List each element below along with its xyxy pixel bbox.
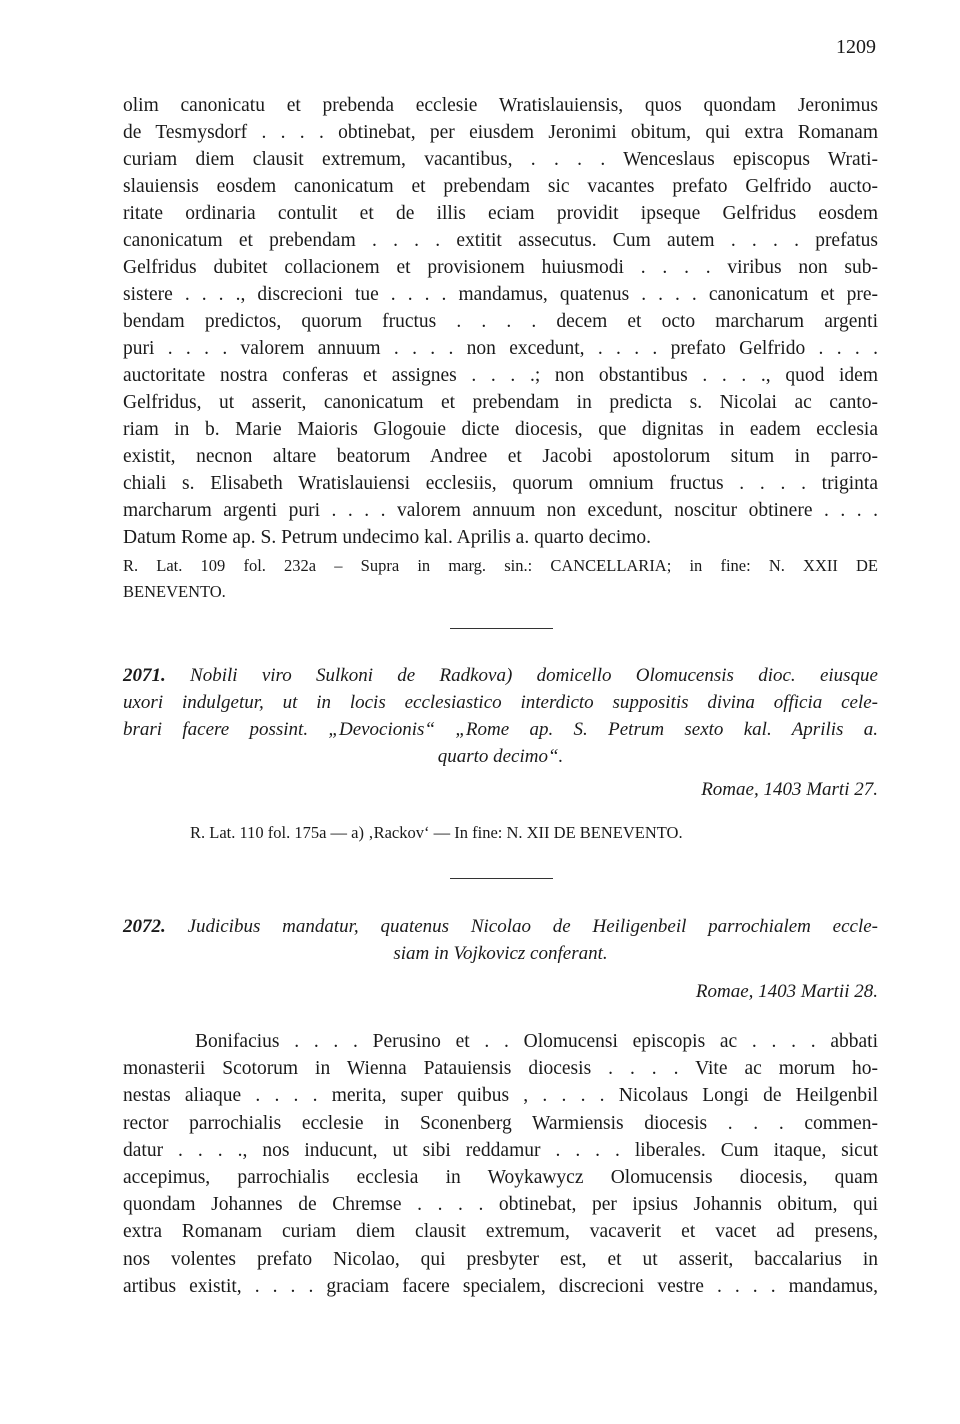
entry-2072-body <box>123 1028 878 1300</box>
text-line: bendam predictos, quorum fructus . . . . decem et octo marcharum argenti <box>123 311 878 332</box>
entry-2071-summary <box>123 662 878 770</box>
text-line: Bonifacius . . . . Perusino et . . Olomucensi episcopis ac . . . . abbati <box>195 1031 878 1052</box>
entry-number: 2072. <box>123 916 166 937</box>
text-line: Gelfridus dubitet collacionem et provisionem huiusmodi . . . . viribus non sub- <box>123 257 878 278</box>
text-line: Datum Rome ap. S. Petrum undecimo kal. Aprilis a. quarto decimo. <box>123 527 652 548</box>
text-line: slauiensis eosdem canonicatum et prebendam sic vacantes prefato Gelfrido aucto- <box>123 176 878 197</box>
text-line: siam in Vojkovicz conferant. <box>393 943 608 964</box>
text-line: olim canonicatu et prebenda ecclesie Wratislauiensis, quos quondam Jeronimus <box>123 95 878 116</box>
page-number: 1209 <box>836 36 876 58</box>
text-line: accepimus, parrochialis ecclesia in Woykawycz Olomucensis diocesis, quam <box>123 1167 878 1189</box>
text-line: uxori indulgetur, ut in locis ecclesiastico interdicto suppositis divina officia cele- <box>123 692 878 713</box>
section-divider <box>450 628 553 629</box>
text-line: quondam Johannes de Chremse . . . . obtinebat, per ipsius Johannis obitum, qui <box>123 1194 878 1216</box>
text-line: monasterii Scotorum in Wienna Patauiensis diocesis . . . . Vite ac morum ho- <box>123 1058 878 1080</box>
text-line: datur . . . ., nos inducunt, ut sibi reddamur . . . . liberales. Cum itaque, sicut <box>123 1139 878 1161</box>
text-line: nestas aliaque . . . . merita, super quibus , . . . . Nicolaus Longi de Heilgenbil <box>123 1085 878 1107</box>
text-line: rector parrochialis ecclesie in Sconenberg Warmiensis diocesis . . . commen- <box>123 1112 878 1134</box>
text-line: 2071. Nobili viro Sulkoni de Radkova) domicello Olomucensis dioc. eiusque <box>123 665 878 686</box>
text-line: quarto decimo“. <box>437 746 564 767</box>
text-line: riam in b. Marie Maioris Glogouie dicte diocesis, que dignitas in eadem ecclesia <box>123 419 878 440</box>
text-line: artibus existit, . . . . graciam facere specialem, discrecioni vestre . . . . mandamus, <box>123 1275 878 1297</box>
text-line: R. Lat. 109 fol. 232a – Supra in marg. sin.: CANCELLARIA; in fine: N. XXII DE <box>123 556 878 575</box>
text-line: 2072. Judicibus mandatur, quatenus Nicolao de Heiligenbeil parrochialem eccle- <box>123 916 878 937</box>
text-line: puri . . . . valorem annuum . . . . non excedunt, . . . . prefato Gelfrido . . . . <box>123 338 878 359</box>
entry-2071-date: Romae, 1403 Marti 27. <box>701 779 878 800</box>
text-line: curiam diem clausit extremum, vacantibus, . . . . Wenceslaus episcopus Wrati- <box>123 149 878 170</box>
text-line: extra Romanam curiam diem clausit extremum, vacaverit et vacet ad presens, <box>123 1221 878 1243</box>
text-line: Gelfridus, ut asserit, canonicatum et prebendam in predicta s. Nicolai ac canto- <box>123 392 878 413</box>
section-divider <box>450 878 553 879</box>
text-line: brari facere possint. „Devocionis“ „Rome ap. S. Petrum sexto kal. Aprilis a. <box>123 719 878 740</box>
text-line: chiali s. Elisabeth Wratislauiensi ecclesiis, quorum omnium fructus . . . . triginta <box>123 473 878 494</box>
text-line: sistere . . . ., discrecioni tue . . . . mandamus, quatenus . . . . canonicatum et pre- <box>123 284 878 305</box>
text-line: existit, necnon altare beatorum Andree et Jacobi apostolorum situm in parro- <box>123 446 878 467</box>
text-line: BENEVENTO. <box>123 582 226 601</box>
text-line: nos volentes prefato Nicolao, qui presbyter est, et ut asserit, baccalarius in <box>123 1248 878 1270</box>
reference-note <box>123 553 878 605</box>
entry-2072-summary <box>123 913 878 967</box>
entry-number: 2071. <box>123 665 166 686</box>
text-line: canonicatum et prebendam . . . . extitit assecutus. Cum autem . . . . prefatus <box>123 230 878 251</box>
text-line: marcharum argenti puri . . . . valorem annuum non excedunt, noscitur obtinere . . . . <box>123 500 878 521</box>
text-line: auctoritate nostra conferas et assignes . . . .; non obstantibus . . . ., quod idem <box>123 365 878 386</box>
text-line: ritate ordinaria contulit et de illis eciam providit ipseque Gelfridus eosdem <box>123 203 878 224</box>
entry-2072-date: Romae, 1403 Martii 28. <box>695 981 878 1002</box>
text-line: de Tesmysdorf . . . . obtinebat, per eiusdem Jeronimi obitum, qui extra Romanam <box>123 122 878 143</box>
body-text-top <box>123 92 878 551</box>
entry-2071-reference: R. Lat. 110 fol. 175a — a) ‚Rackov‘ — In fine: N. XII DE BENEVENTO. <box>190 823 683 842</box>
